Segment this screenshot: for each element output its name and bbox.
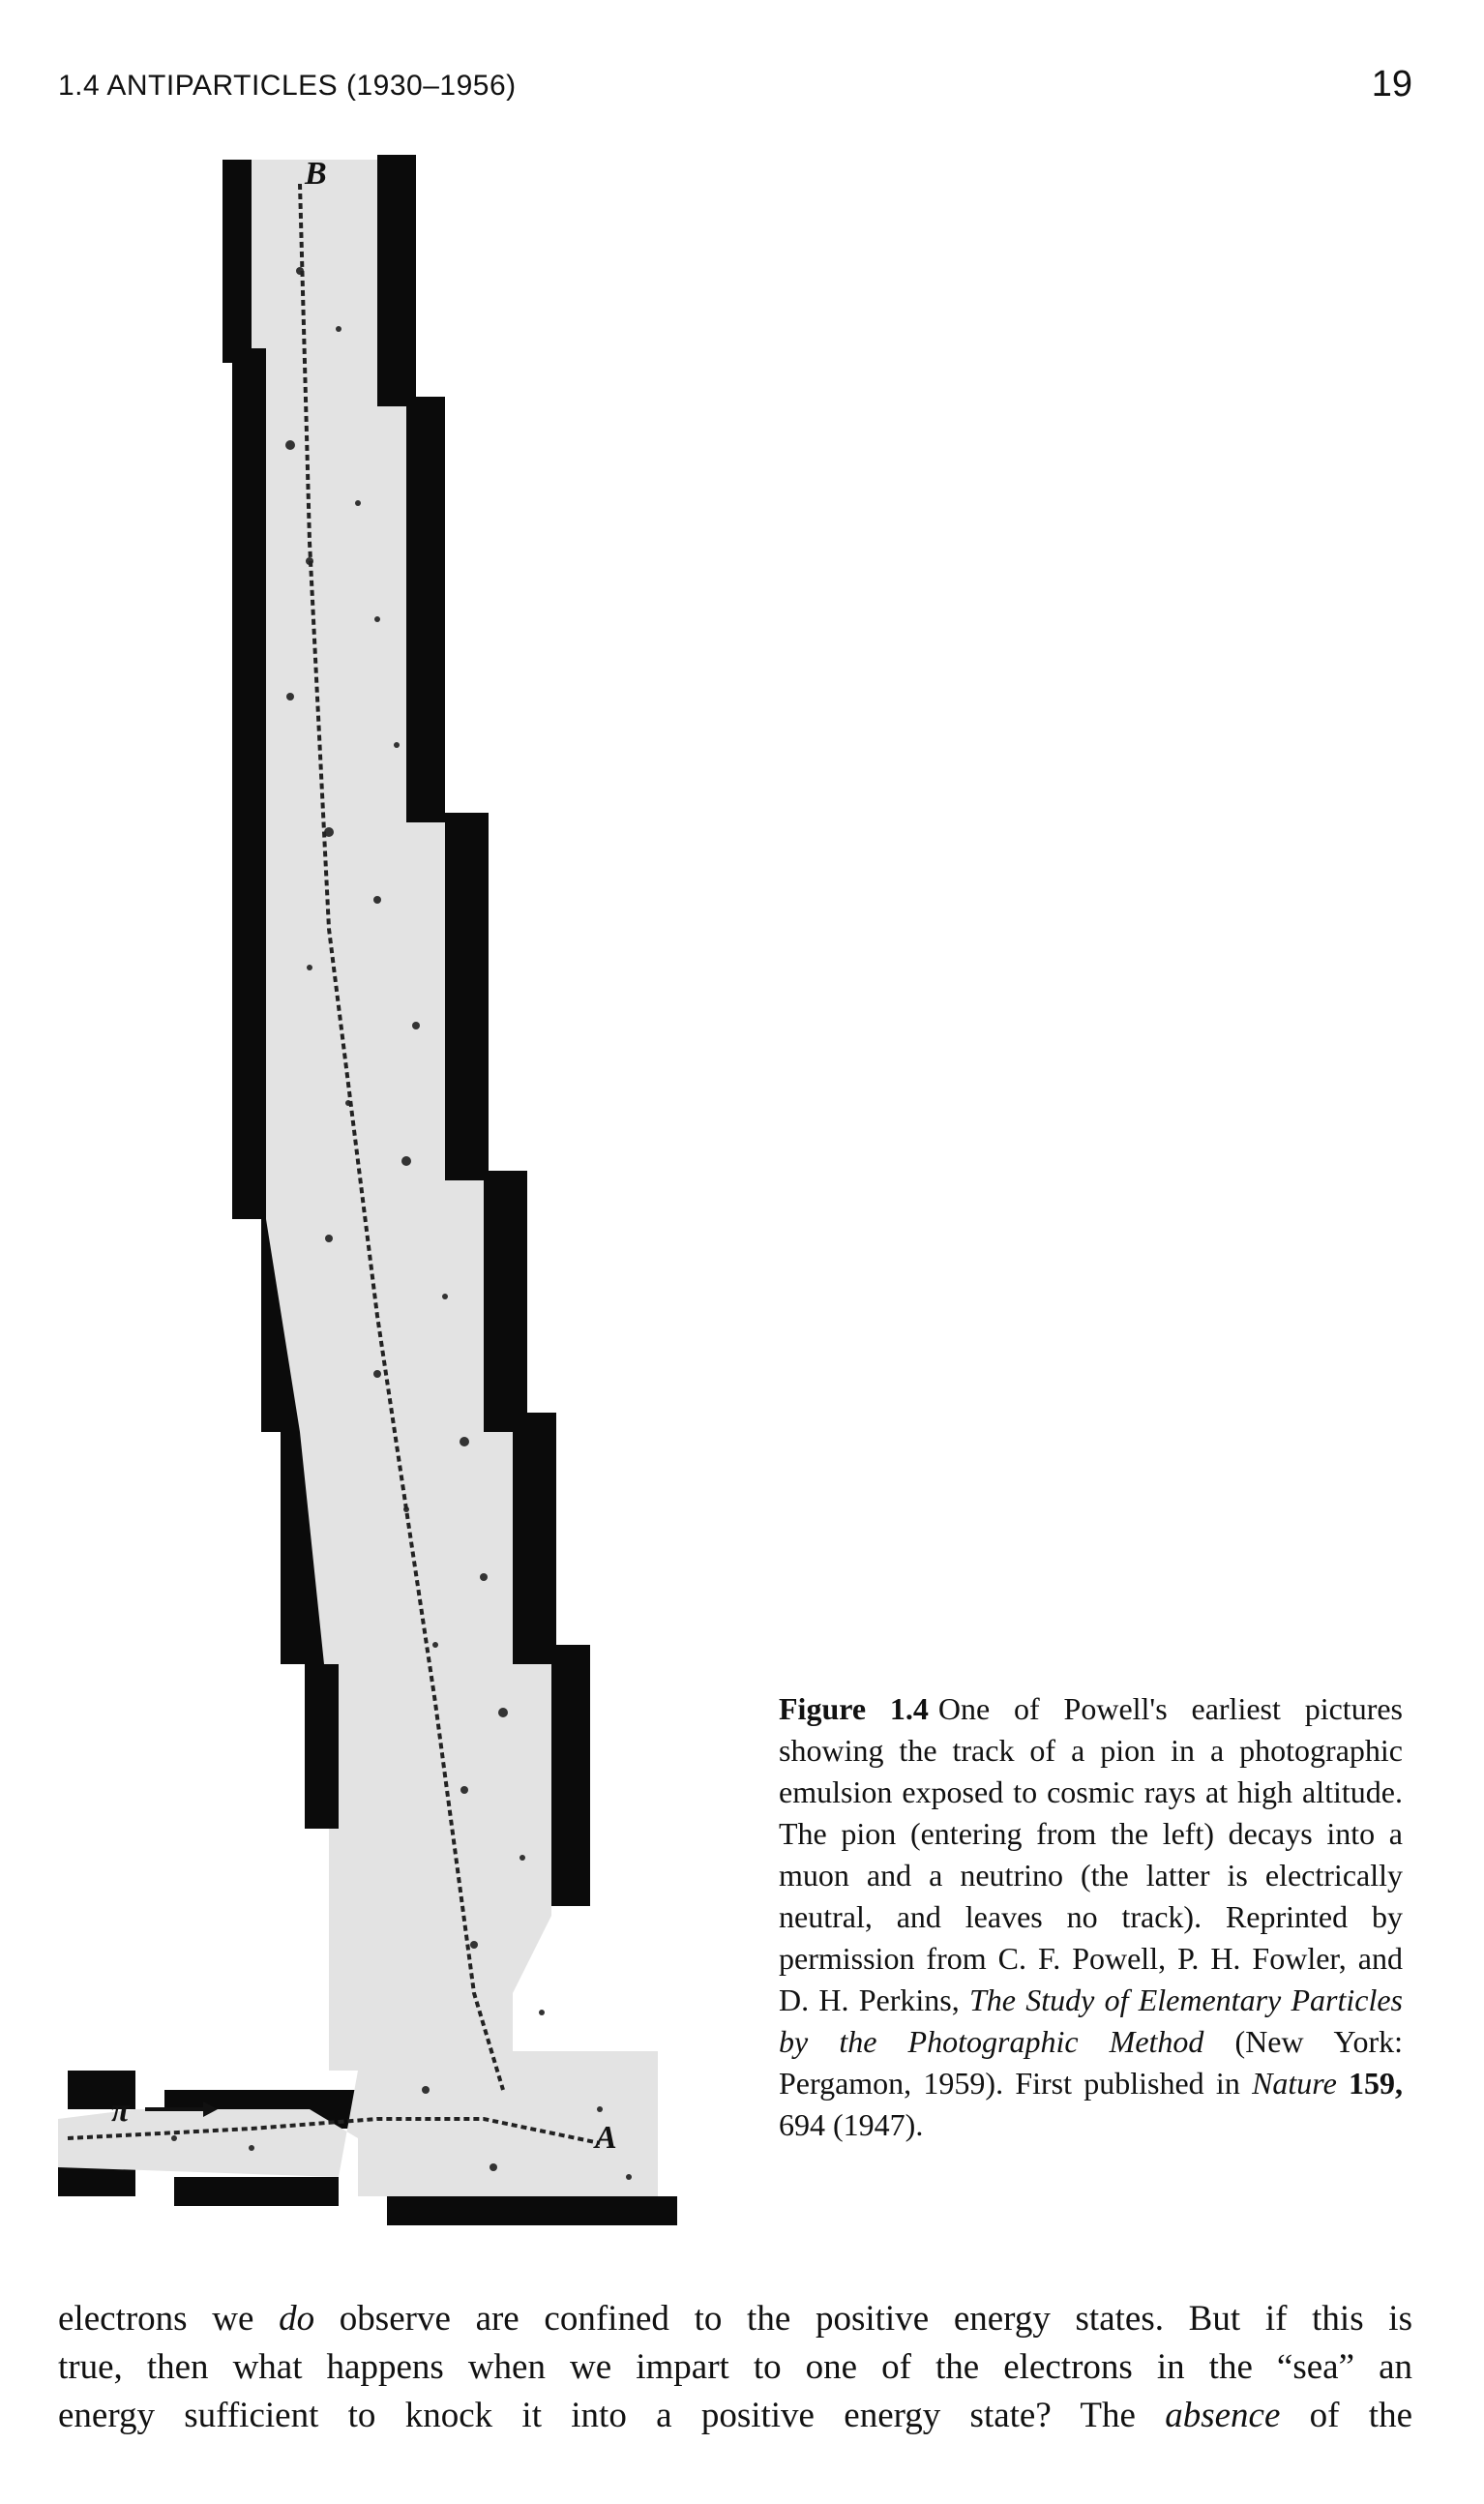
figure-caption — [779, 1688, 1403, 2146]
body-line-3-emphasis: absence — [1165, 2396, 1281, 2435]
body-line-1-emphasis: do — [279, 2299, 315, 2339]
body-line-3b: of the — [1280, 2396, 1412, 2435]
label-pi: π — [111, 2093, 130, 2129]
figure-1-4 — [58, 155, 697, 2225]
page-number: 19 — [1371, 64, 1412, 104]
running-head: 1.4 ANTIPARTICLES (1930–1956) — [58, 70, 517, 102]
caption-volume: 159, — [1349, 2066, 1404, 2101]
caption-publisher: (New York: Pergamon, 1959). First published in — [779, 2024, 1403, 2101]
label-b: B — [305, 156, 327, 192]
caption-book-title: The Study of Elementary Particles by the Photographic Method — [779, 1982, 1404, 2059]
body-line-3a: energy sufficient to knock it into a positive energy state? The — [58, 2396, 1166, 2435]
body-line-1b: observe are confined to the positive energy states. But if this is — [314, 2299, 1412, 2339]
caption-journal: Nature — [1252, 2066, 1337, 2101]
page-header — [58, 64, 1412, 118]
caption-text: One of Powell's earliest pictures showing the track of a pion in a photographic emulsion exposed to cosmic rays at high altitude. The pion (entering from the left) decays into a muon and a neutrino (the latter is electrically neutral, and leaves no track). Reprinted by permission from C. F. Powell, P. H. Fowler, and D. H. Perkins, — [779, 1691, 1404, 2017]
body-line-2: true, then what happens when we impart to one of the electrons in the “sea” an — [58, 2347, 1412, 2387]
body-line-1 — [58, 2295, 1412, 2343]
body-line-3 — [58, 2392, 1412, 2440]
body-line-1a: electrons we — [58, 2299, 280, 2339]
body-paragraph — [58, 2295, 1412, 2440]
emulsion-track-photo — [58, 155, 697, 2225]
caption-pages: 694 (1947). — [779, 2107, 924, 2142]
label-a: A — [595, 2120, 617, 2156]
figure-label: Figure 1.4 — [779, 1691, 929, 1726]
